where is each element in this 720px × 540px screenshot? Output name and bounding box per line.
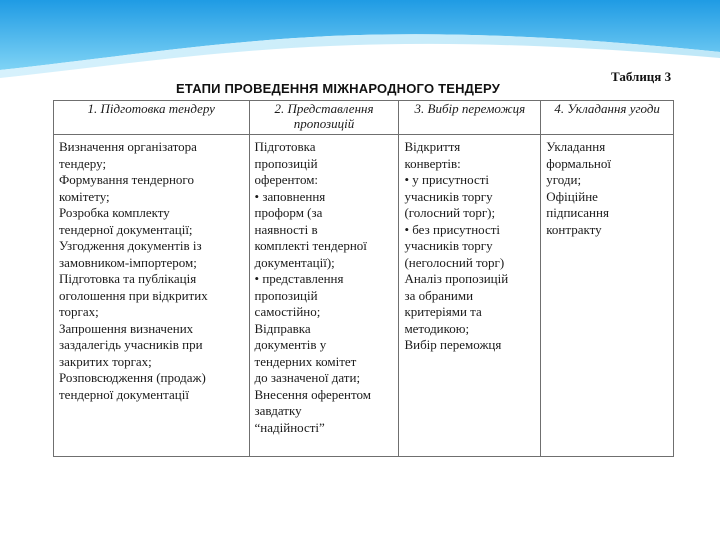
header-proposals: 2. Представлення пропозицій bbox=[249, 101, 399, 135]
cell-text-line: Узгодження документів із bbox=[59, 238, 202, 253]
cell-text-line: торгах; bbox=[59, 304, 99, 319]
cell-text-line: документації); bbox=[254, 254, 335, 270]
cell-text-line: Відправка bbox=[254, 320, 311, 336]
cell-text-line: закритих торгах; bbox=[59, 353, 152, 369]
cell-proposals bbox=[249, 135, 399, 457]
cell-text-line: • у присутності bbox=[404, 172, 490, 187]
cell-text-line: пропозицій bbox=[254, 155, 318, 171]
table-row bbox=[54, 135, 674, 457]
cell-agreement bbox=[541, 135, 674, 457]
cell-text-line: тендеру; bbox=[59, 155, 107, 171]
cell-text-line: до зазначеної дати; bbox=[254, 370, 361, 385]
cell-text-line: формальної bbox=[546, 155, 611, 171]
cell-text-line: Розповсюдження (продаж) bbox=[59, 370, 206, 385]
cell-text-line: • представлення bbox=[254, 271, 344, 286]
cell-text-line: заздалегідь учасників при bbox=[59, 337, 203, 352]
cell-text-line: конвертів: bbox=[404, 155, 461, 171]
cell-text-line: Відкриття bbox=[404, 139, 461, 154]
cell-text-line: учасників торгу bbox=[404, 188, 493, 204]
cell-text-line: Підготовка та публікація bbox=[59, 271, 197, 286]
cell-text-line: тендерної документації bbox=[59, 386, 189, 402]
cell-text-line: контракту bbox=[546, 221, 602, 237]
cell-text-line: тендерних комітет bbox=[254, 353, 357, 369]
cell-text-line: комплекті тендерної bbox=[254, 238, 367, 253]
cell-text-line: Укладання bbox=[546, 139, 606, 154]
cell-text-line: Підготовка bbox=[254, 139, 316, 154]
cell-text-line: документів у bbox=[254, 337, 327, 352]
cell-text-line: оголошення при відкритих bbox=[59, 287, 208, 303]
cell-text-line: самостійно; bbox=[254, 304, 321, 319]
cell-text-line: Формування тендерного bbox=[59, 172, 194, 187]
cell-text-line: комітету; bbox=[59, 188, 110, 204]
cell-text-line: завдатку bbox=[254, 403, 302, 418]
cell-text-line: пропозицій bbox=[254, 287, 318, 303]
cell-text-line: угоди; bbox=[546, 172, 582, 187]
cell-text-line: наявності в bbox=[254, 221, 318, 237]
header-agreement: 4. Укладання угоди bbox=[541, 101, 674, 135]
cell-text-line: Вибір переможця bbox=[404, 337, 502, 352]
cell-text-line: (неголосний торг) bbox=[404, 254, 505, 270]
cell-text-line: Визначення організатора bbox=[59, 139, 197, 154]
cell-text-line: Офіційне bbox=[546, 188, 598, 204]
tender-stages-table bbox=[53, 100, 674, 457]
header-winner-selection: 3. Вибір переможця bbox=[399, 101, 541, 135]
cell-text-line: Запрошення визначених bbox=[59, 320, 194, 336]
table-header-row bbox=[54, 101, 674, 135]
cell-text-line: тендерної документації; bbox=[59, 221, 193, 237]
cell-text-line: Внесення оферентом bbox=[254, 386, 371, 402]
cell-text-line: оферентом: bbox=[254, 172, 319, 187]
cell-text-line: “надійності” bbox=[254, 419, 325, 435]
cell-text-line: критеріями та bbox=[404, 304, 482, 319]
cell-text-line: проформ (за bbox=[254, 205, 323, 220]
slide-title: ЕТАПИ ПРОВЕДЕННЯ МІЖНАРОДНОГО ТЕНДЕРУ bbox=[176, 81, 500, 96]
cell-text-line: за обраними bbox=[404, 287, 474, 303]
cell-text-line: • заповнення bbox=[254, 188, 326, 204]
cell-text-line: підписання bbox=[546, 205, 609, 220]
cell-text-line: учасників торгу bbox=[404, 238, 493, 253]
cell-text-line: (голосний торг); bbox=[404, 205, 496, 220]
table-label: Таблиця 3 bbox=[611, 69, 672, 84]
cell-text-line: Аналіз пропозицій bbox=[404, 271, 509, 286]
cell-text-line: замовником-імпортером; bbox=[59, 254, 197, 270]
cell-text-line: • без присутності bbox=[404, 221, 501, 237]
cell-text-line: Розробка комплекту bbox=[59, 205, 170, 220]
cell-preparation bbox=[54, 135, 250, 457]
cell-winner-selection bbox=[399, 135, 541, 457]
cell-text-line: методикою; bbox=[404, 320, 470, 336]
header-preparation: 1. Підготовка тендеру bbox=[54, 101, 250, 135]
